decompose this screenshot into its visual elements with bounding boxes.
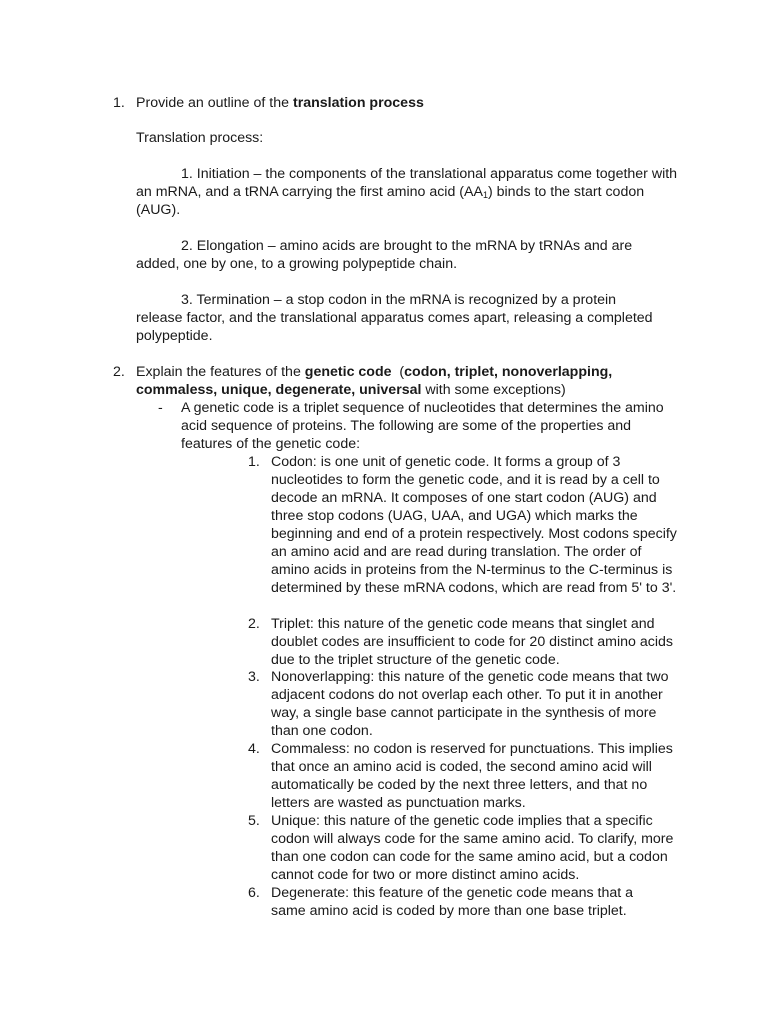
q2-prompt-text-b: ( — [391, 364, 405, 380]
q2-prompt — [136, 363, 666, 399]
q2-prompt-bold-genetic-code: genetic code — [304, 364, 392, 380]
feature-number-degenerate: 6. — [248, 885, 260, 901]
feature-number-unique: 5. — [248, 813, 260, 829]
q1-step-initiation-sub: 1 — [482, 190, 488, 200]
feature-number-nonoverlapping: 3. — [248, 669, 260, 685]
feature-codon: Codon: is one unit of genetic code. It forms a group of 3 nucleotides to form the genetic code, and it is read by a cell to decode an mRNA. It composes of one start codon (AUG) and three stop codons (UAG, UAA, and UGA) which marks the beginning and end of a protein respectively. Most codons specify an amino acid and are read during translation. The order of amino acids in proteins from the N-terminus to the C-terminus is determined by these mRNA codons, which are read from 5' to 3'. — [271, 454, 677, 596]
q1-step-initiation-text-a: 1. Initiation – the components of the translational apparatus come together with an mRNA, and a tRNA carrying the first amino acid (AA — [136, 166, 678, 200]
feature-number-triplet: 2. — [248, 616, 260, 632]
q1-number: 1. — [113, 95, 125, 111]
q2-intro: A genetic code is a triplet sequence of nucleotides that determines the amino acid sequence of proteins. The following are some of the properties and features of the genetic code: — [181, 400, 664, 452]
q1-step-termination: 3. Termination – a stop codon in the mRNA is recognized by a protein release factor, and the translational apparatus comes apart, releasing a completed polypeptide. — [136, 292, 653, 344]
q1-prompt-text: Provide an outline of the — [136, 95, 293, 111]
q1-heading: Translation process: — [136, 130, 264, 146]
feature-number-codon: 1. — [248, 454, 260, 470]
q1-prompt-bold: translation process — [292, 95, 424, 111]
q1-step-initiation — [136, 165, 678, 219]
feature-number-commaless: 4. — [248, 741, 260, 757]
feature-commaless: Commaless: no codon is reserved for punctuations. This implies that once an amino acid is coded, the second amino acid will automatically be coded by the next three letters, and that no letters are wasted as punctuation marks. — [271, 741, 673, 811]
feature-triplet: Triplet: this nature of the genetic code means that singlet and doublet codes are insufficient to code for 20 distinct amino acids due to the triplet structure of the genetic code. — [271, 616, 673, 668]
q2-prompt-text-c: with some exceptions) — [421, 382, 566, 398]
q2-number: 2. — [113, 364, 125, 380]
feature-unique: Unique: this nature of the genetic code implies that a specific codon will always code for the same amino acid. To clarify, more than one codon can code for the same amino acid, but a codon cannot code for two or more distinct amino acids. — [271, 813, 674, 883]
feature-nonoverlapping: Nonoverlapping: this nature of the genetic code means that two adjacent codons do not overlap each other. To put it in another way, a single base cannot participate in the synthesis of more than one codon. — [271, 669, 669, 739]
feature-degenerate: Degenerate: this feature of the genetic code means that a same amino acid is coded by more than one base triplet. — [271, 885, 634, 919]
q1-step-initiation-text-b: ) binds to the start codon (AUG). — [136, 184, 645, 218]
q2-dash: - — [158, 400, 163, 416]
q1-step-elongation: 2. Elongation – amino acids are brought to the mRNA by tRNAs and are added, one by one, to a growing polypeptide chain. — [136, 238, 633, 272]
q1-prompt — [136, 94, 696, 112]
q2-prompt-text-a: Explain the features of the — [136, 364, 305, 380]
q2-prompt-bold-features: codon, triplet, nonoverlapping, commaless, unique, degenerate, universal — [136, 364, 613, 398]
